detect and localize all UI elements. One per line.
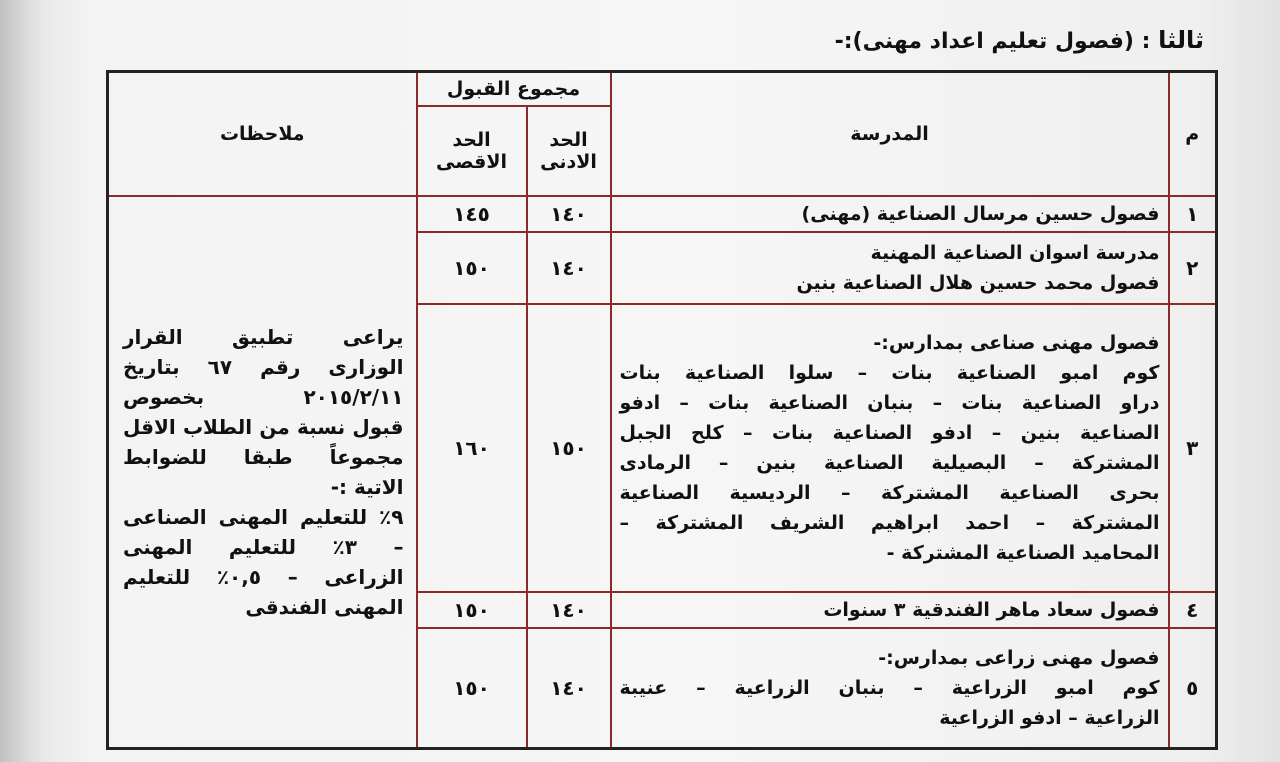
row-number: ٥ — [1169, 628, 1217, 749]
notes-line: قبول نسبة من الطلاب الاقل — [123, 414, 404, 439]
section-separator: : — [1141, 29, 1151, 54]
school-line: كوم امبو الزراعية – بنبان الزراعية – عنيبة — [619, 676, 1160, 699]
row-number: ٢ — [1169, 232, 1217, 304]
school-line: المحاميد الصناعية المشتركة - — [886, 541, 1160, 564]
header-school: المدرسة — [611, 72, 1169, 196]
header-total: مجموع القبول — [417, 72, 611, 106]
school-cell — [611, 232, 1169, 304]
section-title: (فصول تعليم اعداد مهنى):- — [834, 29, 1134, 54]
header-num: م — [1169, 72, 1217, 196]
notes-line: المهنى الفندقى — [245, 594, 404, 619]
school-line: فصول مهنى زراعى بمدارس:- — [878, 646, 1160, 669]
row-number: ٤ — [1169, 592, 1217, 628]
school-line: مدرسة اسوان الصناعية المهنية — [870, 241, 1160, 264]
max-score: ١٦٠ — [417, 304, 527, 592]
row-number: ٣ — [1169, 304, 1217, 592]
notes-line: الاتية :- — [330, 474, 404, 499]
header-max: الحد الاقصى — [417, 106, 527, 196]
notes-cell — [108, 196, 417, 749]
header-notes: ملاحظات — [108, 72, 417, 196]
row-number: ١ — [1169, 196, 1217, 232]
page-edge-shadow — [0, 0, 40, 762]
header-min: الحد الادنى — [527, 106, 611, 196]
notes-line: الزراعى – ٠,٥٪ للتعليم — [123, 564, 404, 589]
header-row-1 — [108, 72, 1217, 106]
school-line: فصول مهنى صناعى بمدارس:- — [873, 331, 1160, 354]
school-line: فصول محمد حسين هلال الصناعية بنين — [796, 271, 1160, 294]
school-cell — [611, 592, 1169, 628]
min-score: ١٤٠ — [527, 196, 611, 232]
max-score: ١٤٥ — [417, 196, 527, 232]
min-score: ١٥٠ — [527, 304, 611, 592]
notes-line: مجموعاً طبقا للضوابط — [123, 444, 404, 469]
table-row — [108, 196, 1217, 232]
section-number: ثالثا — [1158, 26, 1204, 54]
school-cell — [611, 628, 1169, 749]
section-heading — [835, 26, 1204, 54]
notes-line: يراعى تطبيق القرار — [123, 324, 404, 349]
school-line: كوم امبو الصناعية بنات – سلوا الصناعية بنات — [619, 361, 1160, 384]
school-line: دراو الصناعية بنات – بنبان الصناعية بنات – ادفو — [619, 391, 1160, 414]
school-line: بحرى الصناعية المشتركة – الرديسية الصناعية — [619, 481, 1160, 504]
school-line: فصول سعاد ماهر الفندقية ٣ سنوات — [823, 598, 1160, 621]
admission-table-container — [106, 70, 1218, 750]
school-line: فصول حسين مرسال الصناعية (مهنى) — [801, 202, 1160, 225]
school-line: المشتركة – احمد ابراهيم الشريف المشتركة – — [619, 511, 1160, 534]
max-score: ١٥٠ — [417, 232, 527, 304]
min-score: ١٤٠ — [527, 628, 611, 749]
min-score: ١٤٠ — [527, 592, 611, 628]
min-score: ١٤٠ — [527, 232, 611, 304]
notes-line: ٩٪ للتعليم المهنى الصناعى — [123, 504, 404, 529]
school-line: الصناعية بنين – ادفو الصناعية بنات – كلح الجبل — [619, 421, 1160, 444]
school-line: الزراعية – ادفو الزراعية — [939, 706, 1160, 729]
school-line: المشتركة – البصيلية الصناعية بنين – الرمادى — [619, 451, 1160, 474]
notes-line: – ٣٪ للتعليم المهنى — [123, 534, 404, 559]
notes-line: ٢٠١٥/٢/١١ بخصوص — [123, 384, 404, 409]
school-cell — [611, 196, 1169, 232]
notes-line: الوزارى رقم ٦٧ بتاريخ — [123, 354, 404, 379]
max-score: ١٥٠ — [417, 592, 527, 628]
max-score: ١٥٠ — [417, 628, 527, 749]
school-cell — [611, 304, 1169, 592]
admission-table — [106, 70, 1218, 750]
